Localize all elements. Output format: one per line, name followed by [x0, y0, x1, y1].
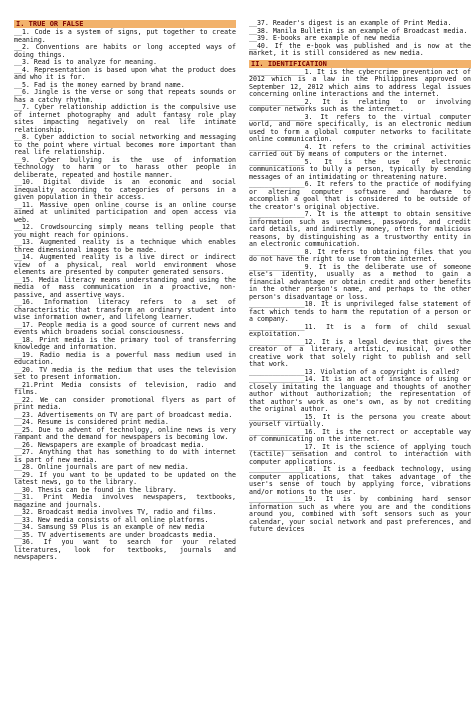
question-item: __38. Manila Bulletin is an example of Broadcast media.	[249, 26, 468, 35]
identification-header: II. IDENTIFICATION	[249, 60, 471, 68]
question-item: ______________2. It is relating to or involving computer networks such as the internet.	[249, 97, 471, 113]
question-item: __36. If you want to search for your related literatures, look for textbooks, journals and newspapers.	[14, 538, 236, 561]
question-item: ______________19. It is by combining hard sensor information such as where you are and the conditions around you, combined with soft sensors such as your calendar, your social network and past preferences, and future devices	[249, 495, 471, 533]
right-column	[249, 20, 471, 534]
true-or-false-header: I. TRUE OR FALSE	[14, 20, 236, 28]
question-item: __26. Newspapers are example of broadcast media.	[14, 440, 205, 449]
question-item: __35. TV advertisements are under broadcasts media.	[14, 530, 217, 539]
question-item: __5. Fad is the money earned by brand name.	[14, 80, 185, 89]
question-item: __14. Augmented reality is a live direct or indirect view of a physical, real world environment whose elements are presented by computer generated sensors.	[14, 253, 236, 276]
question-item: ______________5. It is the use of electronic communications to bully a person, typically by sending messages of an intimidating or threatening nature.	[249, 157, 471, 181]
question-item: __9. Cyber bullying is the use of information technology to harm or to harass other people in deliberate, repeated and hostile manner.	[14, 155, 236, 179]
question-item: __23. Advertisements on TV are part of broadcast media.	[14, 410, 233, 419]
question-item: ______________18. It is a feedback technology, using computer applications, that takes advantage of the user's sense of touch by applying force, vibrations and/or motions to the user.	[249, 465, 471, 496]
question-item: ______________12. It is a legal device that gives the creator of a literary, artistic, musical, or other creative work that solely right to publish and sell that work.	[249, 337, 471, 368]
question-item: ______________7. It is the attempt to obtain sensitive information such as usernames, passwords, and credit card details, and indirectly money, often for malicious reasons, by distinguishing as a trustworthy entity in an electronic communication.	[249, 210, 471, 248]
question-item: __33. New media consists of all online platforms.	[14, 515, 209, 524]
question-item: __40. If the e-book was published and is now at the market, it is still considered as new media.	[249, 41, 471, 57]
question-item: __29. If you want to be updated to be updated on the latest news, go to the library.	[14, 470, 236, 486]
question-item: ______________13. Violation of a copyright is called?	[249, 367, 460, 376]
question-item: __32. Broadcast media involves TV, radio and films.	[14, 508, 217, 516]
question-item: __20. TV media is the medium that uses the television set to present information.	[14, 365, 236, 381]
true-or-false-list-continued	[249, 20, 471, 58]
question-item: __15. Media literacy means understanding and using the media of mass communication in a proactive, non-passive, and assertive ways.	[14, 275, 236, 299]
question-item: __10. Digital divide is an economic and social inequality according to categories of persons in a given population in their access.	[14, 178, 236, 201]
question-item: __21.Print Media consists of television, radio and films.	[14, 380, 236, 396]
question-item: __22. We can consider promotional flyers as part of print media.	[14, 395, 236, 411]
question-item: __3. Read is to analyze for meaning.	[14, 58, 157, 66]
question-item: __12. Crowdsourcing simply means telling people that you might reach for opinions.	[14, 223, 236, 239]
question-item: ______________3. It refers to the virtual computer world, and more specifically, is an electronic medium used to form a global computer networks to facilitate online communication.	[249, 112, 471, 143]
question-item: __2. Conventions are habits or long accepted ways of doing things.	[14, 43, 236, 59]
question-item: __4. Representation is based upon what the product does and who it is for.	[14, 65, 236, 81]
question-item: ______________11. It is a form of child sexual exploitation.	[249, 322, 471, 338]
true-or-false-list	[14, 29, 236, 562]
left-column	[14, 20, 236, 562]
question-item: ______________4. It refers to the criminal activities carried out by means of computers or the internet.	[249, 142, 471, 158]
question-item: __1. Code is a system of signs, put together to create meaning.	[14, 28, 236, 44]
question-item: __34. Samsung S9 Plus is an example of new media	[14, 523, 205, 531]
question-item: __19. Radio media is a powerful mass medium used in education.	[14, 350, 236, 366]
question-item: __39. E-books are example of new media	[249, 34, 400, 42]
question-item: ______________15. It is the persona you create about yourself virtually.	[249, 412, 471, 428]
question-item: ______________14. It is an act of instance of using or closely imitating the language and thoughts of another author without authorization; the representation of that author's work as one's own, as by not crediting the original author.	[249, 375, 471, 413]
question-item: __13. Augmented reality is a technique which enables three dimensional images to be made.	[14, 238, 236, 254]
question-item: ______________16. It is the correct or acceptable way of communicating on the internet.	[249, 427, 471, 443]
question-item: __7. Cyber relationship addiction is the compulsive use of internet photography and adult fantasy role play sites impacting negatively on real life intimate relationship.	[14, 103, 236, 134]
question-item: __30. Thesis can be found in the library.	[14, 485, 177, 494]
question-item: ______________1. It is the cybercrime prevention act of 2012 which is a law in the Philippines approved on September 12, 2012 which aims to address legal issues concerning online interactions and the internet.	[249, 67, 471, 98]
question-item: __28. Online journals are part of new media.	[14, 463, 189, 471]
identification-list	[249, 69, 471, 534]
question-item: __11. Massive open online course is an online course aimed at unlimited participation and open access via web.	[14, 200, 236, 224]
question-item: __18. Print media is the primary tool of transferring knowledge and information.	[14, 335, 236, 351]
question-item: ______________9. It is the deliberate use of someone else's identity, usually as a method to gain a financial advantage or obtain credit and other benefits in the other person's name, and perhaps to the other person's disadvantage or loss.	[249, 262, 471, 301]
question-item: __27. Anything that has something to do with internet is part of new media.	[14, 448, 236, 464]
question-item: __8. Cyber addiction to social networking and messaging to the point where virtual becomes more important than real life relationship.	[14, 133, 236, 156]
question-item: __16. Information literacy refers to a set of characteristic that transform an ordinary student into wise information owner, and lifelong learner.	[14, 298, 236, 321]
question-item: ______________10. It is unprivileged false statement of fact which tends to harm the reputation of a person or a company.	[249, 300, 471, 323]
question-item: __31. Print Media involves newspapers, textbooks, magazine and journals.	[14, 493, 236, 509]
question-item: __17. People media is a good source of current news and events which broadens social consciousness.	[14, 320, 236, 336]
question-item: __6. Jingle is the verse or song that repeats sounds or has a catchy rhythm.	[14, 88, 236, 104]
question-item: __25. Due to advent of technology, online news is very rampant and the demand for newspapers is becoming low.	[14, 425, 236, 441]
question-item: ______________17. It is the science of applying touch (tactile) sensation and control to interaction with computer applications.	[249, 442, 471, 466]
question-item: __37. Reader's digest is an example of Print Media.	[249, 19, 452, 27]
question-item: ______________6. It refers to the practice of modifying or altering computer software and hardware to accomplish a goal that is considered to be outside of the creator's original objective.	[249, 180, 471, 211]
question-item: __24. Resume is considered print media.	[14, 418, 169, 426]
question-item: ______________8. It refers to obtaining files that you do not have the right to use from the internet.	[249, 247, 471, 263]
